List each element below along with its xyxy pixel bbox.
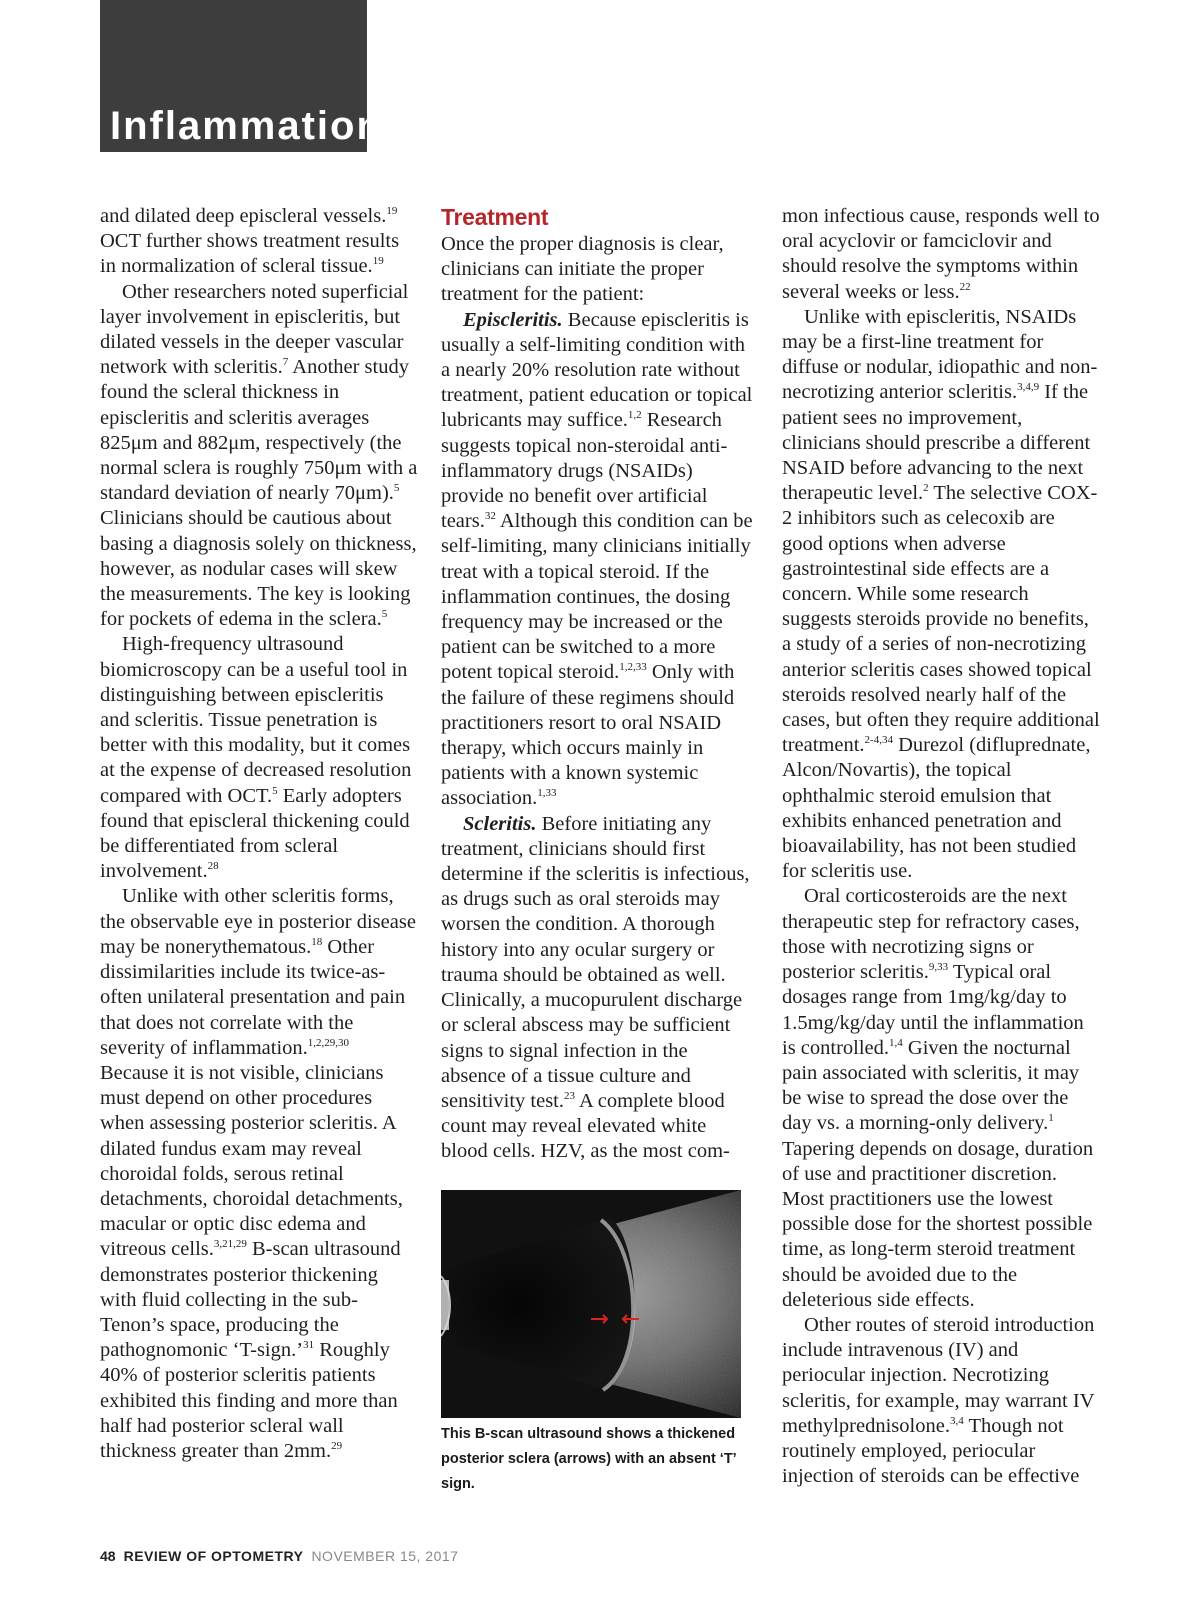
page-number: 48	[100, 1548, 116, 1564]
run-in-heading: Episcleritis.	[463, 308, 563, 331]
paragraph: Unlike with episcleritis, NSAIDs may be a first-line treatment for diffuse or nodular, idiopathic and non-necrotizing anterior scleritis.$^{3,4,9}$ If the patient sees no improvement, clinicians should prescribe a different NSAID before advancing to the next therapeutic level.$^2$ The selective COX-2 inhibitors such as celecoxib are good options when adverse gastrointestinal side effects are a concern. While some research suggests steroids provide no benefits, a study of a series of non-necrotizing anterior scleritis cases showed topical steroids resolved nearly half of the cases, but often they require additional treatment.$^{2-4,34}$ Durezol (difluprednate, Alcon/Novartis), the topical ophthalmic steroid emulsion that exhibits enhanced penetration and bioavailability, has not been studied for scleritis use.	[782, 305, 1100, 883]
issue-date: NOVEMBER 15, 2017	[311, 1548, 459, 1564]
paragraph: Episcleritis. Because episcleritis is usually a self-limiting condition with a nearly 20% resolution rate without treatment, patient education or topical lubricants may suffice.$^{1,2}$ Research suggests topical non-steroidal anti-inflammatory drugs (NSAIDs) provide no benefit over artificial tears.$^{32}$ Although this condition can be self-limiting, many clinicians initially treat with a topical steroid. If the inflammation continues, the dosing frequency may be increased or the patient can be switched to a more potent topical steroid.$^{1,2,33}$ Only with the failure of these regimens should practitioners resort to oral NSAID therapy, which occurs mainly in patients with a known systemic association.$^{1,33}$	[441, 308, 753, 810]
paragraph: and dilated deep episcleral vessels.$^{19}$ OCT further shows treatment results in normalization of scleral tissue.$^{19}$	[100, 205, 400, 278]
section-header-block	[100, 0, 383, 152]
column-3	[782, 204, 1100, 1489]
paragraph: Scleritis. Before initiating any treatment, clinicians should first determine if the scleritis is infectious, as drugs such as oral steroids may worsen the condition. A thorough history into any ocular surgery or trauma should be obtained as well. Clinically, a mucopurulent discharge or scleral abscess may be sufficient signs to signal infection in the absence of a tissue culture and sensitivity test.$^{23}$ A complete blood count may reveal elevated white blood cells. HZV, as the most com-	[441, 812, 750, 1163]
paragraph: High-frequency ultrasound biomicroscopy can be a useful tool in distinguishing between episcleritis and scleritis. Tissue penetration is better with this modality, but it comes at the expense of decreased resolution compared with OCT.$^5$ Early adopters found that episcleral thickening could be differentiated from scleral involvement.$^{28}$	[100, 633, 412, 883]
column-1	[100, 204, 418, 1464]
paragraph: mon infectious cause, responds well to oral acyclovir or famciclovir and should resolve the symptoms within several weeks or less.$^{22}$	[782, 205, 1100, 303]
treatment-heading: Treatment	[441, 204, 549, 230]
figure-caption: This B-scan ultrasound shows a thickened posterior sclera (arrows) with an absent ‘T’ sign.	[441, 1426, 736, 1492]
paragraph: Unlike with other scleritis forms, the observable eye in posterior disease may be nonerythematous.$^{18}$ Other dissimilarities include its twice-as-often unilateral presentation and pain that does not correlate with the severity of inflammation.$^{1,2,29,30}$ Because it is not visible, clinicians must depend on other procedures when assessing posterior scleritis. A dilated fundus exam may reveal choroidal folds, serous retinal detachments, choroidal detachments, macular or optic disc edema and vitreous cells.$^{3,21,29}$ B-scan ultrasound demonstrates posterior thickening with fluid collecting in the sub-Tenon’s space, producing the pathognomonic ‘T-sign.’$^{31}$ Roughly 40% of posterior scleritis patients exhibited this finding and more than half had posterior scleral wall thickness greater than 2mm.$^{29}$	[100, 885, 416, 1462]
section-title: Inflammation	[110, 104, 383, 148]
page-footer	[100, 1548, 458, 1564]
column-2	[441, 204, 753, 1165]
ultrasound-scan-graphic	[441, 1190, 741, 1418]
paragraph: Other routes of steroid introduction include intravenous (IV) and periocular injection. Necrotizing scleritis, for example, may warrant IV methylprednisolone.$^{3,4}$ Though not routinely employed, periocular injection of steroids can be effective	[782, 1313, 1095, 1488]
paragraph: Once the proper diagnosis is clear, clinicians can initiate the proper treatment for the patient:	[441, 233, 724, 306]
run-in-heading: Scleritis.	[463, 812, 537, 835]
paragraph: Oral corticosteroids are the next therapeutic step for refractory cases, those with necrotizing signs or posterior scleritis.$^{9,33}$ Typical oral dosages range from 1mg/kg/day to 1.5mg/kg/day until the inflammation is controlled.$^{1,4}$ Given the nocturnal pain associated with scleritis, it may be wise to spread the dose over the day vs. a morning-only delivery.$^1$ Tapering depends on dosage, duration of use and practitioner discretion. Most practitioners use the lowest possible dose for the shortest possible time, as long-term steroid treatment should be avoided due to the deleterious side effects.	[782, 885, 1094, 1311]
paragraph: Other researchers noted superficial layer involvement in episcleritis, but dilated vessels in the deeper vascular network with scleritis.$^7$ Another study found the scleral thickness in episcleritis and scleritis averages 825μm and 882μm, respectively (the normal sclera is roughly 750μm with a standard deviation of nearly 70μm).$^5$ Clinicians should be cautious about basing a diagnosis solely on thickness, however, as nodular cases will skew the measurements. The key is looking for pockets of edema in the sclera.$^5$	[100, 280, 418, 631]
publication-name: REVIEW OF OPTOMETRY	[123, 1548, 304, 1564]
b-scan-ultrasound-image	[441, 1190, 741, 1418]
